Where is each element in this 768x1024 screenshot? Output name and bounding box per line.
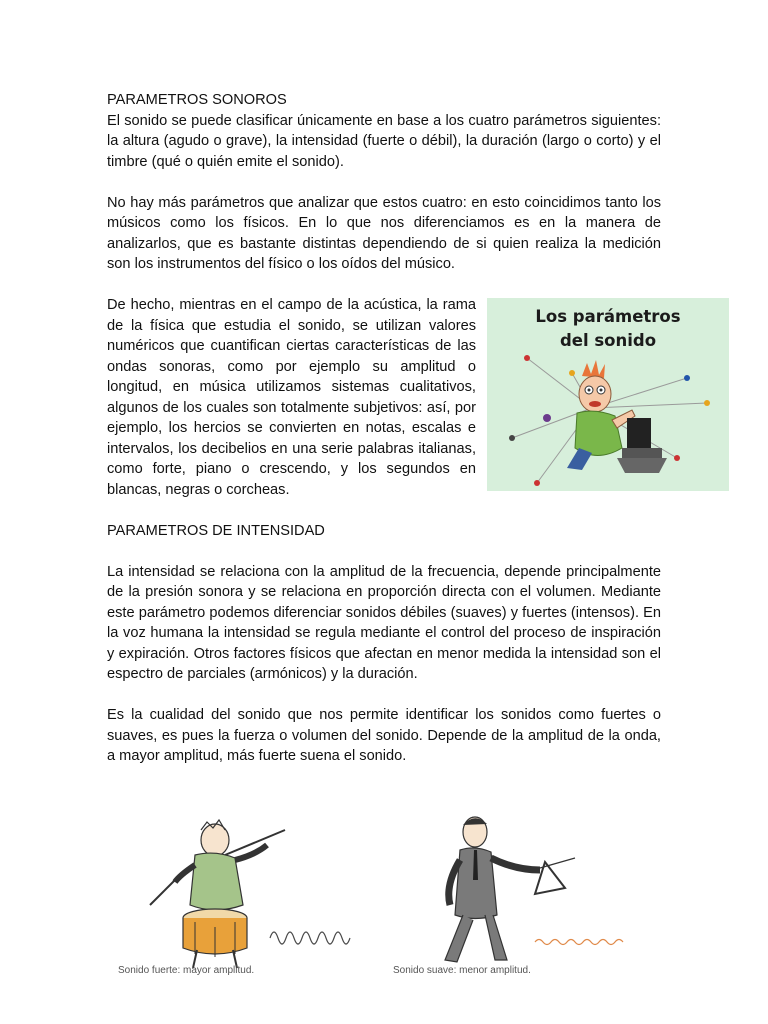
paragraph-acustica: De hecho, mientras en el campo de la acústica, la rama de la física que estudia el sonido, se utilizan valores numéricos que cuantifican ciertas características de las ondas sonoras, como por ejemplo su amplitud o longitud, en música utilizamos sistemas cualitativos, algunos de los cuales son totalmente subjetivos: así, por ejemplo, los hercios se convierten en notas, escalas e intervalos, los decibelios en una serie palabras italianas, como forte, piano o crescendo, y los segundos en blancas, negras o corcheas. [107, 297, 476, 498]
loud-sound-illustration [118, 810, 375, 985]
section-heading-parametros-sonoros: PARAMETROS SONOROS [107, 92, 287, 108]
section-heading-intensidad: PARAMETROS DE INTENSIDAD [107, 522, 325, 539]
loud-caption: Sonido fuerte: mayor amplitud. [118, 965, 255, 976]
soft-sound-illustration [393, 810, 645, 985]
image-title-line1: Los parámetros [535, 307, 681, 326]
large-wave [270, 932, 350, 944]
small-wave [535, 940, 623, 945]
paragraph-cualidad: Es la cualidad del sonido que nos permite identificar los sonidos como fuertes o suaves, es pues la fuerza o volumen del sonido. Depende de la amplitud de la onda, a mayor amplitud, más fuerte suena el sonido. [107, 707, 661, 764]
drummer-icon [135, 810, 375, 970]
paragraph-clasificacion: El sonido se puede clasificar únicamente en base a los cuatro parámetros siguientes: la altura (agudo o grave), la intensidad (fuerte o débil), la duración (largo o corto) y el timbre (qué o quién emite el sonido). [107, 112, 661, 170]
paragraph-musicos-fisicos: No hay más parámetros que analizar que estos cuatro: en esto coincidimos tanto los músicos como los físicos. En lo que nos diferenciamos es en la manera de analizarlos, que es bastante distintas dependiendo de si quien realiza la medición son los instrumentos del físico o los oídos del músico. [107, 194, 661, 272]
cartoon-character-icon [487, 298, 729, 491]
image-title-line2: del sonido [559, 331, 657, 350]
soft-caption: Sonido suave: menor amplitud. [393, 965, 531, 976]
paragraph-intensidad: La intensidad se relaciona con la amplitud de la frecuencia, depende principalmente de la presión sonora y se relaciona en proporción directa con el volumen. Mediante este parámetro podemos diferenciar sonidos débiles (suaves) y fuertes (intensos). En la voz humana la intensidad se regula mediante el control del proceso de inspiración y expiración. Otros factores físicos que afectan en menor medida la intensidad son el espectro de parciales (armónicos) y la duración. [107, 563, 661, 682]
parametros-sonido-image [487, 298, 729, 491]
triangle-player-icon [415, 810, 645, 970]
